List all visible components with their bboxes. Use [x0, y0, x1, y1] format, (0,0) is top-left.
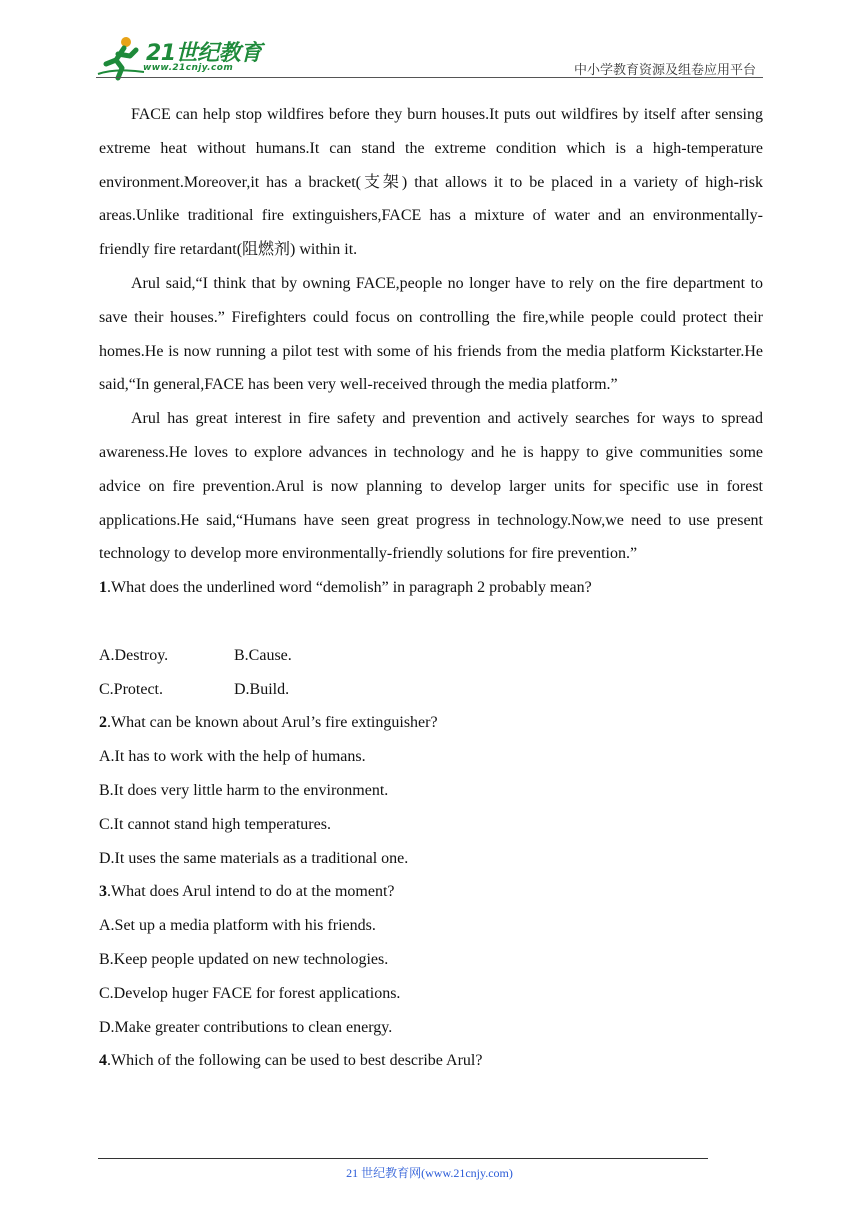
running-figure-icon: [96, 34, 148, 82]
question-4: [99, 1044, 763, 1078]
header-platform-text: 中小学教育资源及组卷应用平台: [573, 63, 756, 78]
question-text: .What does Arul intend to do at the moment?: [107, 883, 395, 901]
options-row-1: [99, 639, 763, 673]
option-c[interactable]: C.It cannot stand high temperatures.: [99, 815, 331, 833]
options-row-2: [99, 673, 763, 707]
question-text: .What can be known about Arul’s fire extinguisher?: [107, 714, 438, 732]
question-text: .What does the underlined word “demolish” in paragraph 2 probably mean?: [107, 579, 592, 597]
paragraph-1: FACE can help stop wildfires before they burn houses.It puts out wildfires by itself after sensing extreme heat without humans.It can stand the extreme condition which is a high-temperature environment.Moreover,it has a bracket(支架) that allows it to be placed in a variety of high-risk areas.Unlike traditional fire extinguishers,FACE has a mixture of water and an environmentally-friendly fire retardant(阻燃剂) within it.: [99, 106, 763, 259]
option-d[interactable]: D.Make greater contributions to clean energy.: [99, 1018, 393, 1036]
question-number: 3: [99, 883, 107, 901]
question-number: 2: [99, 714, 107, 732]
paragraph-3: Arul has great interest in fire safety and prevention and actively searches for ways to spread awareness.He loves to explore advances in technology and he is happy to give communities some advice on fire prevention.Arul is now planning to develop larger units for specific use in forest applications.He said,“Humans have seen great progress in technology.Now,we need to use present technology to develop more environmentally-friendly solutions for fire prevention.”: [99, 410, 763, 563]
blank-line: [99, 605, 763, 639]
question-text: .Which of the following can be used to best describe Arul?: [107, 1052, 483, 1070]
document-body: [99, 98, 763, 1078]
question-3: [99, 875, 763, 909]
logo-brand-text: 21世纪教育: [146, 41, 262, 66]
option-b[interactable]: B.Cause.: [234, 646, 292, 664]
option-c[interactable]: C.Develop huger FACE for forest applications.: [99, 984, 401, 1002]
footer-divider: [98, 1158, 708, 1159]
option-a[interactable]: A.It has to work with the help of humans.: [99, 748, 366, 766]
footer-link[interactable]: 21 世纪教育网(www.21cnjy.com): [346, 1166, 513, 1180]
question-number: 1: [99, 579, 107, 597]
question-number: 4: [99, 1052, 107, 1070]
header-divider: [96, 77, 763, 78]
question-1: [99, 571, 763, 605]
option-d[interactable]: D.Build.: [234, 680, 290, 698]
site-logo[interactable]: [96, 34, 266, 82]
logo-url-text: www.21cnjy.com: [143, 63, 234, 73]
paragraph-2: Arul said,“I think that by owning FACE,people no longer have to rely on the fire department to save their houses.” Firefighters could focus on controlling the fire,while people could protect their homes.He is now running a pilot test with some of his friends from the media platform Kickstarter.He said,“In general,FACE has been very well-received through the media platform.”: [99, 274, 763, 394]
option-b[interactable]: B.Keep people updated on new technologies.: [99, 950, 389, 968]
question-2: [99, 706, 763, 740]
option-a[interactable]: A.Destroy.: [99, 646, 169, 664]
option-d[interactable]: D.It uses the same materials as a traditional one.: [99, 849, 409, 867]
option-b[interactable]: B.It does very little harm to the environment.: [99, 781, 389, 799]
option-c[interactable]: C.Protect.: [99, 680, 163, 698]
option-a[interactable]: A.Set up a media platform with his friends.: [99, 917, 376, 935]
